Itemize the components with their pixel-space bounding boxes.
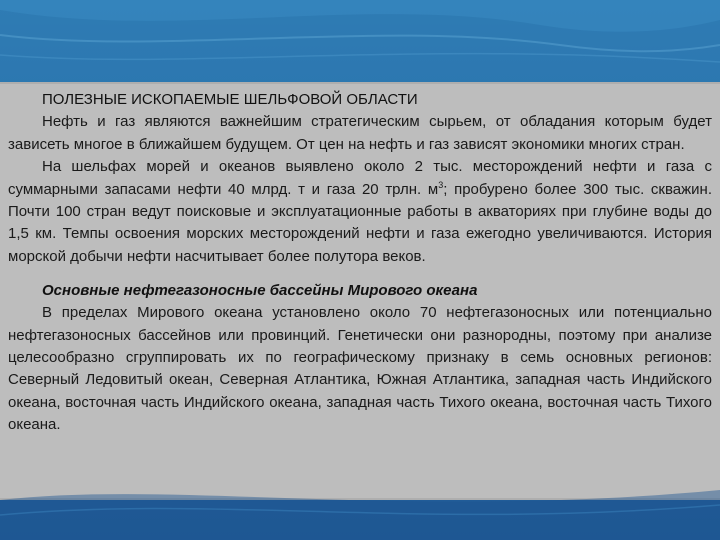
paragraph-shelf-deposits-part2: ; пробурено более 300 тыс. скважин. Почти 100 стран ведут поисковые и эксплуатационные работы в акваториях при глубине воды до 1,5 км. Темпы освоения морских месторождений нефти и газа ежегодно увеличиваются. История морской добычи нефти насчитывает более полутора веков. xyxy=(8,180,713,265)
section-subtitle: Основные нефтегазоносные бассейны Мирового океана xyxy=(42,282,478,300)
paragraph-shelf-deposits-part1: На шельфах морей и океанов выявлено около 2 тыс. месторождений нефти и газа с суммарными запасами нефти 40 млрд. т и газа 20 трлн. м xyxy=(8,158,712,198)
content-panel xyxy=(0,82,720,500)
paragraph-shelf-deposits xyxy=(8,156,712,268)
slide-title: ПОЛЕЗНЫЕ ИСКОПАЕМЫЕ ШЕЛЬФОВОЙ ОБЛАСТИ xyxy=(42,91,418,108)
decorative-wave-top xyxy=(0,0,720,90)
decorative-wave-bottom xyxy=(0,470,720,540)
paragraph-oil-gas-importance: Нефть и газ являются важнейшим стратегическим сырьем, от обладания которым будет зависеть многое в ближайшем будущем. От цен на нефть и газ зависят экономики многих стран. xyxy=(8,113,712,153)
paragraph-ocean-basins: В пределах Мирового океана установлено около 70 нефтегазоносных или потенциально нефтегазоносных бассейнов или провинций. Генетически они разнородны, поэтому при анализе целесообразно сгруппировать их по географическому признаку в семь основных регионов: Северный Ледовитый океан, Северная Атлантика, Южная Атлантика, западная часть Индийского океана, восточная часть Индийского океана, западная часть Тихого океана, восточная часть Тихого океана. xyxy=(8,304,712,434)
superscript-cubic: 3 xyxy=(438,179,444,190)
